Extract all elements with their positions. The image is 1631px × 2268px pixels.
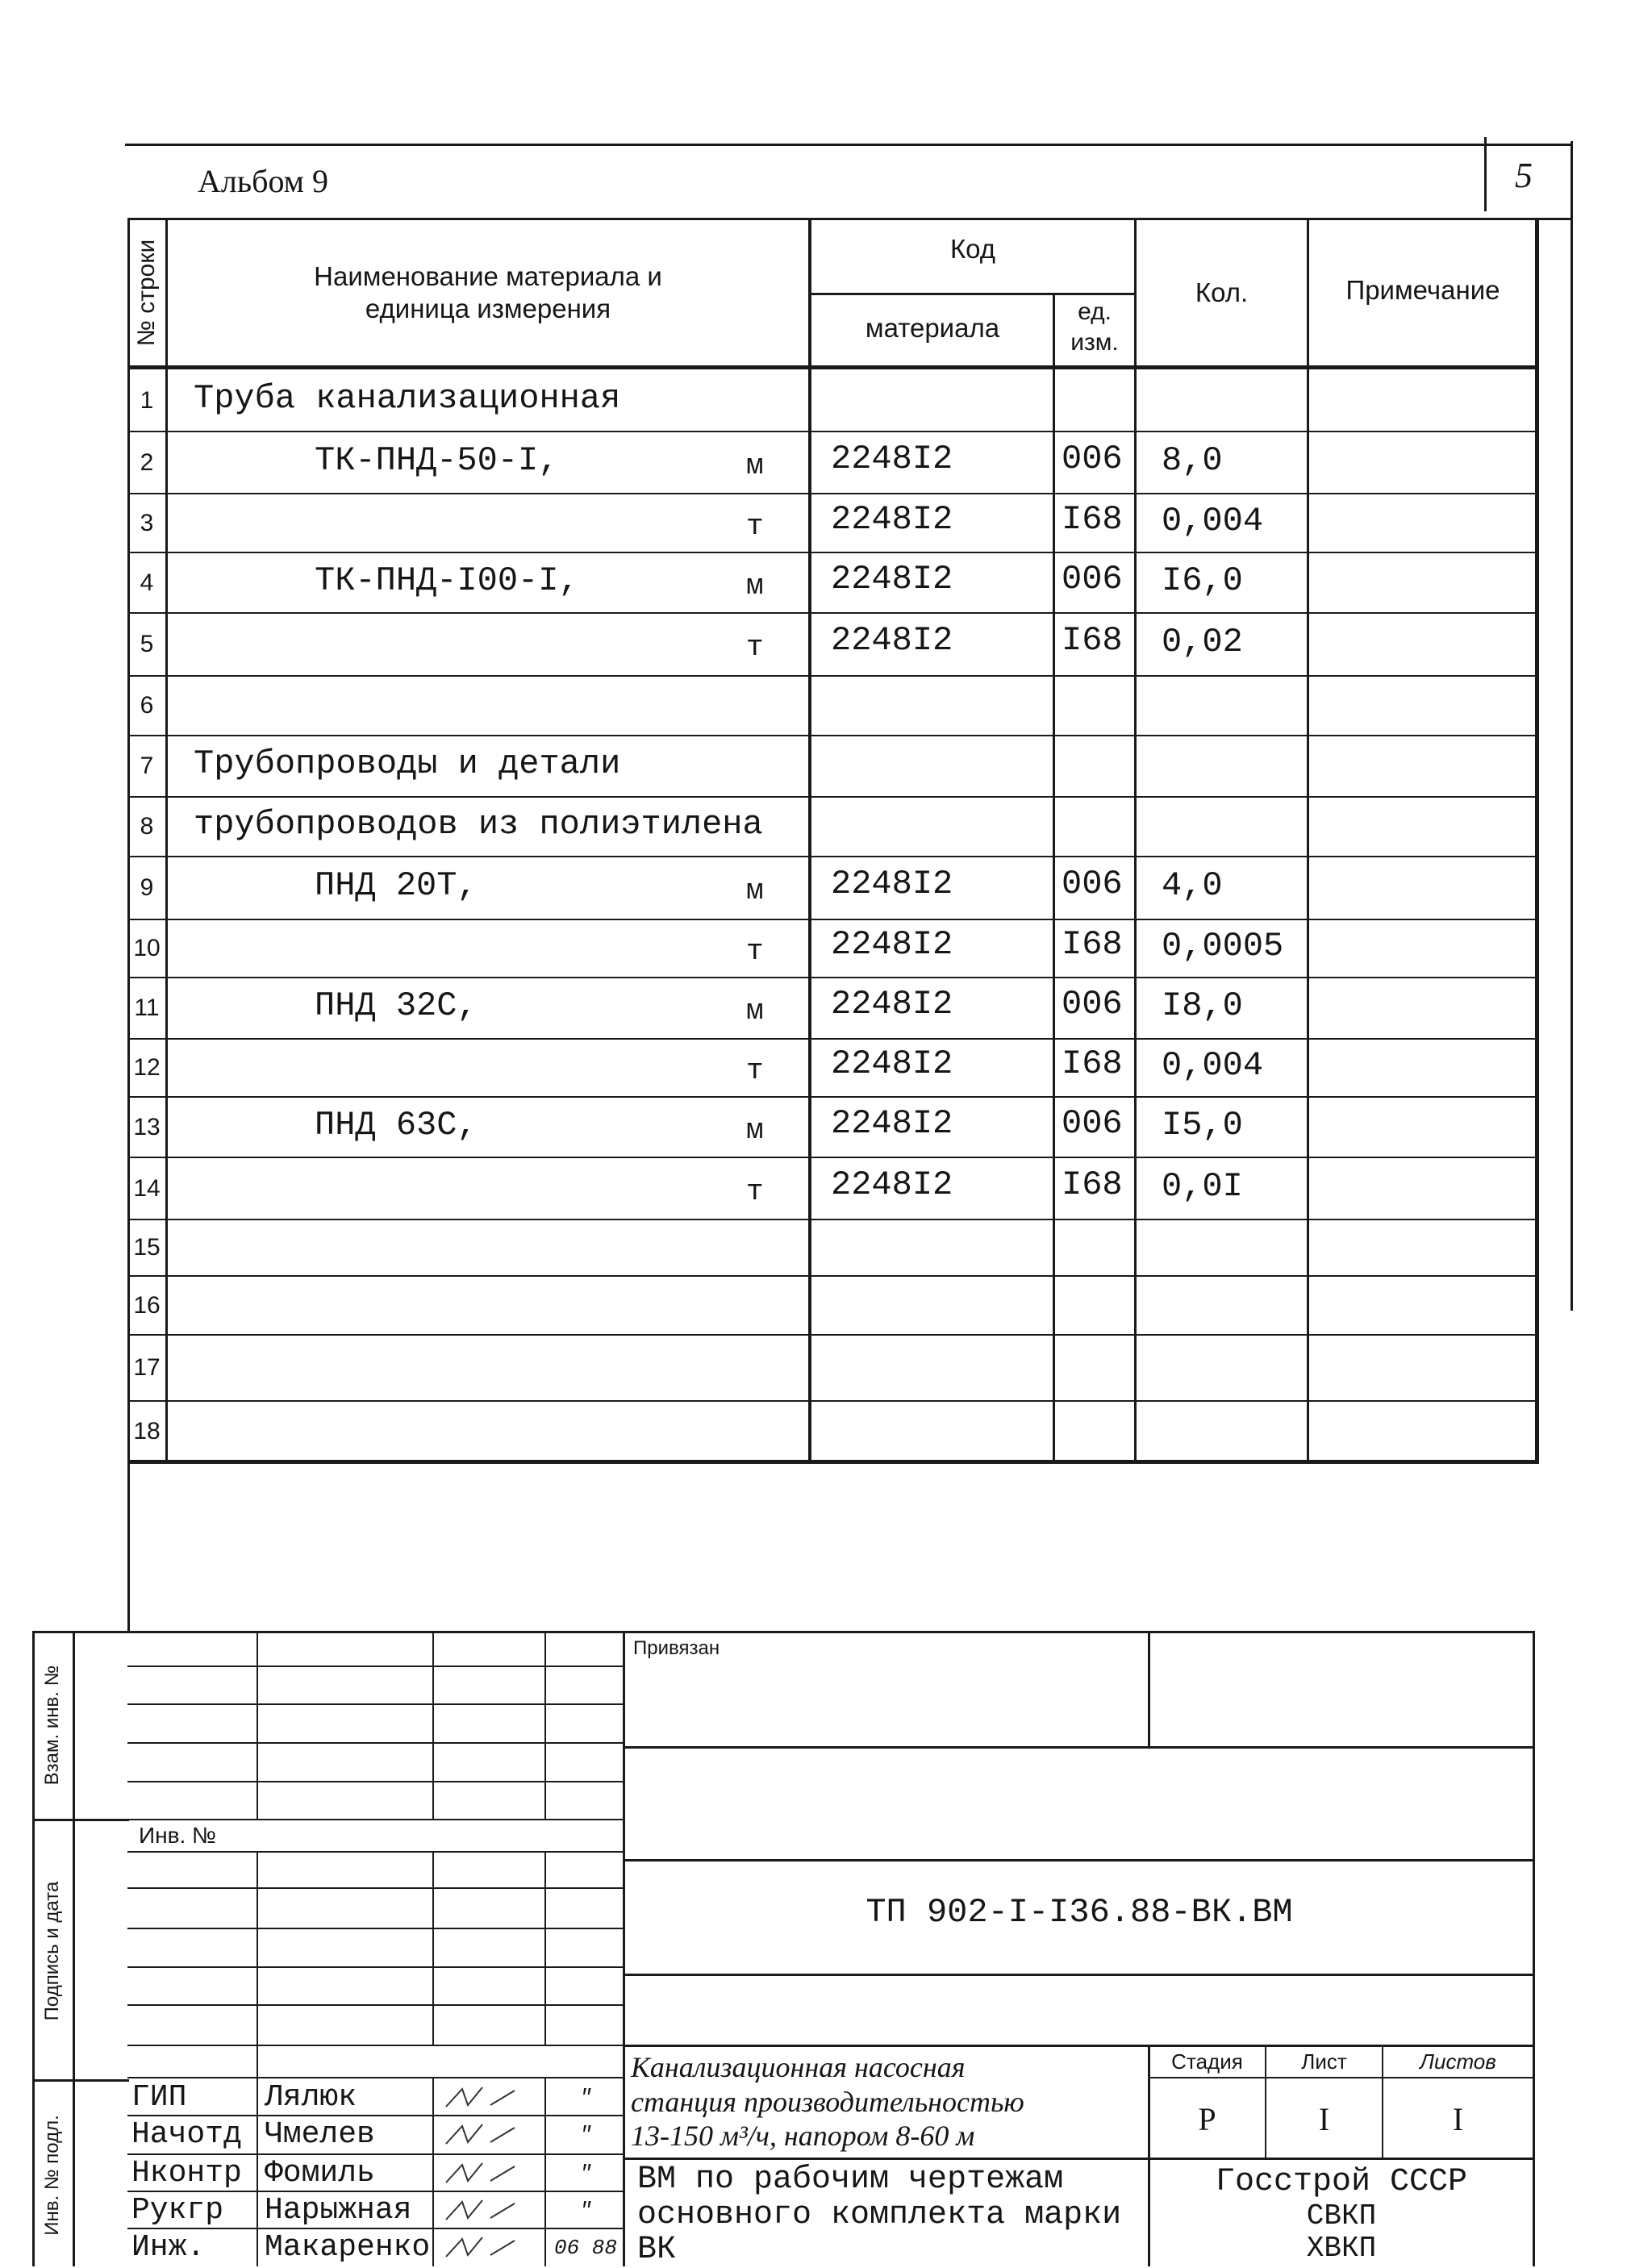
material-code: 2248I2: [831, 621, 953, 660]
staff-name: Лялюк: [265, 2080, 357, 2115]
header-code-unit-1: ед.: [1078, 298, 1112, 325]
unit-code: I68: [1062, 499, 1123, 539]
quantity: I5,0: [1162, 1105, 1243, 1144]
header-code-material: материала: [865, 313, 1000, 343]
row-number: 2: [140, 448, 154, 476]
header-row-no: № строки: [133, 239, 160, 347]
staff-name: Фомиль: [265, 2156, 375, 2191]
unit: т: [746, 509, 764, 543]
org-line-3: ХВКП: [1306, 2232, 1377, 2265]
album-label: Альбом 9: [198, 163, 328, 199]
staff-date: ": [579, 2086, 592, 2110]
unit: т: [746, 631, 764, 664]
unit: м: [746, 569, 764, 602]
unit-code: 006: [1062, 985, 1123, 1024]
material-code: 2248I2: [831, 499, 953, 539]
row-number: 3: [140, 509, 154, 536]
row-number: 13: [133, 1113, 161, 1140]
staff-date: ": [579, 2199, 592, 2223]
row-number: 12: [133, 1054, 161, 1081]
unit: м: [746, 1113, 764, 1147]
sheets-label: Листов: [1420, 2049, 1496, 2074]
stage-value: Р: [1198, 2101, 1216, 2137]
unit: т: [746, 935, 764, 968]
org-line-1: Госстрой СССР: [1215, 2164, 1468, 2200]
unit: м: [746, 448, 764, 482]
staff-role: Начотд: [131, 2117, 242, 2152]
row-number: 8: [140, 813, 154, 840]
material-code: 2248I2: [831, 1044, 953, 1083]
quantity: I8,0: [1162, 986, 1243, 1025]
project-title-1: Канализационная насосная: [631, 2051, 966, 2083]
header-qty: Кол.: [1195, 277, 1249, 307]
staff-name: Макаренко: [265, 2230, 431, 2265]
unit-code: I68: [1062, 1044, 1123, 1083]
material-name: Труба канализационная: [194, 378, 621, 418]
header-code-unit-2: изм.: [1070, 329, 1119, 356]
header-name-line1: Наименование материала и: [314, 261, 662, 291]
quantity: I6,0: [1162, 561, 1243, 600]
row-number: 5: [140, 631, 154, 657]
material-name: ПНД 20Т,: [315, 866, 478, 905]
project-title-3: 13-150 м³/ч, напором 8-60 м: [631, 2120, 975, 2152]
row-number: 4: [140, 569, 154, 596]
staff-role: Нконтр: [131, 2156, 242, 2191]
material-name: ТК-ПНД-50-I,: [315, 440, 559, 480]
signature-mark: [442, 2233, 539, 2265]
unit: т: [746, 1174, 764, 1208]
row-number: 18: [133, 1417, 161, 1445]
staff-date: ": [579, 2162, 592, 2186]
quantity: 8,0: [1162, 440, 1223, 480]
sheets-value: I: [1452, 2101, 1464, 2137]
unit-code: 006: [1062, 865, 1123, 903]
header-name-line2: единица измерения: [365, 294, 611, 323]
material-name: трубопроводов из полиэтилена: [194, 805, 763, 844]
unit: м: [746, 994, 764, 1028]
material-name: ПНД 63С,: [315, 1105, 478, 1144]
material-name: ПНД 32С,: [315, 986, 478, 1025]
project-title-2: станция производительностью: [631, 2086, 1024, 2118]
inv-no-label: Инв. №: [139, 1823, 217, 1848]
row-number: 16: [133, 1291, 161, 1319]
material-code: 2248I2: [831, 925, 953, 964]
row-number: 1: [140, 386, 154, 414]
doc-desc-1: ВМ по рабочим чертежам: [637, 2162, 1064, 2198]
row-number: 15: [133, 1234, 161, 1261]
quantity: 0,02: [1162, 623, 1243, 661]
unit: т: [746, 1054, 764, 1087]
staff-name: Чмелев: [265, 2117, 375, 2152]
row-number: 17: [133, 1354, 161, 1381]
material-name: Трубопроводы и детали: [194, 744, 621, 783]
stage-label: Стадия: [1171, 2049, 1243, 2074]
quantity: 0,0005: [1162, 927, 1284, 965]
sidebar-podpis-data: Подпись и дата: [41, 1881, 63, 2021]
quantity: 0,004: [1162, 1046, 1264, 1085]
header-note: Примечание: [1345, 275, 1500, 305]
unit-code: 006: [1062, 559, 1123, 598]
unit-code: I68: [1062, 1165, 1123, 1204]
quantity: 4,0: [1162, 866, 1223, 905]
unit-code: 006: [1062, 439, 1123, 478]
privyazan-label: Привязан: [633, 1637, 720, 1659]
page-number: 5: [1515, 156, 1533, 195]
staff-role: Инж.: [131, 2230, 206, 2265]
staff-name: Нарыжная: [265, 2193, 412, 2228]
signature-mark: [442, 2120, 539, 2152]
unit-code: I68: [1062, 925, 1123, 964]
row-number: 14: [133, 1174, 161, 1202]
row-number: 10: [133, 935, 161, 961]
material-name: ТК-ПНД-I00-I,: [315, 561, 579, 600]
header-code: Код: [949, 234, 996, 264]
quantity: 0,0I: [1162, 1166, 1243, 1206]
signature-mark: [442, 2195, 539, 2228]
org-line-2: СВКП: [1306, 2199, 1377, 2233]
row-number: 7: [140, 753, 154, 779]
doc-desc-3: ВК: [637, 2232, 677, 2268]
staff-role: Рукгр: [131, 2193, 224, 2228]
quantity: 0,004: [1162, 501, 1264, 540]
staff-role: ГИП: [131, 2080, 187, 2115]
sheet-label: Лист: [1301, 2049, 1347, 2074]
row-number: 11: [134, 994, 160, 1021]
signature-mark: [442, 2158, 539, 2191]
material-code: 2248I2: [831, 559, 953, 598]
sheet-value: I: [1318, 2101, 1330, 2137]
row-number: 6: [140, 692, 154, 719]
document-code: ТП 902-I-I36.88-ВК.ВМ: [866, 1893, 1293, 1932]
sidebar-vzam-inv: Взам. инв. №: [41, 1665, 63, 1786]
material-code: 2248I2: [831, 1165, 953, 1204]
doc-desc-2: основного комплекта марки: [637, 2197, 1122, 2233]
unit-code: I68: [1062, 621, 1123, 660]
staff-date: ": [579, 2123, 592, 2147]
signature-mark: [442, 2082, 539, 2115]
staff-date: 06 88: [553, 2236, 617, 2260]
sidebar-inv-podl: Инв. № подл.: [41, 2115, 63, 2236]
material-code: 2248I2: [831, 1103, 953, 1143]
material-code: 2248I2: [831, 439, 953, 478]
material-code: 2248I2: [831, 985, 953, 1024]
unit-code: 006: [1062, 1103, 1123, 1143]
material-code: 2248I2: [831, 865, 953, 903]
row-number: 9: [140, 874, 154, 901]
unit: м: [746, 874, 764, 907]
